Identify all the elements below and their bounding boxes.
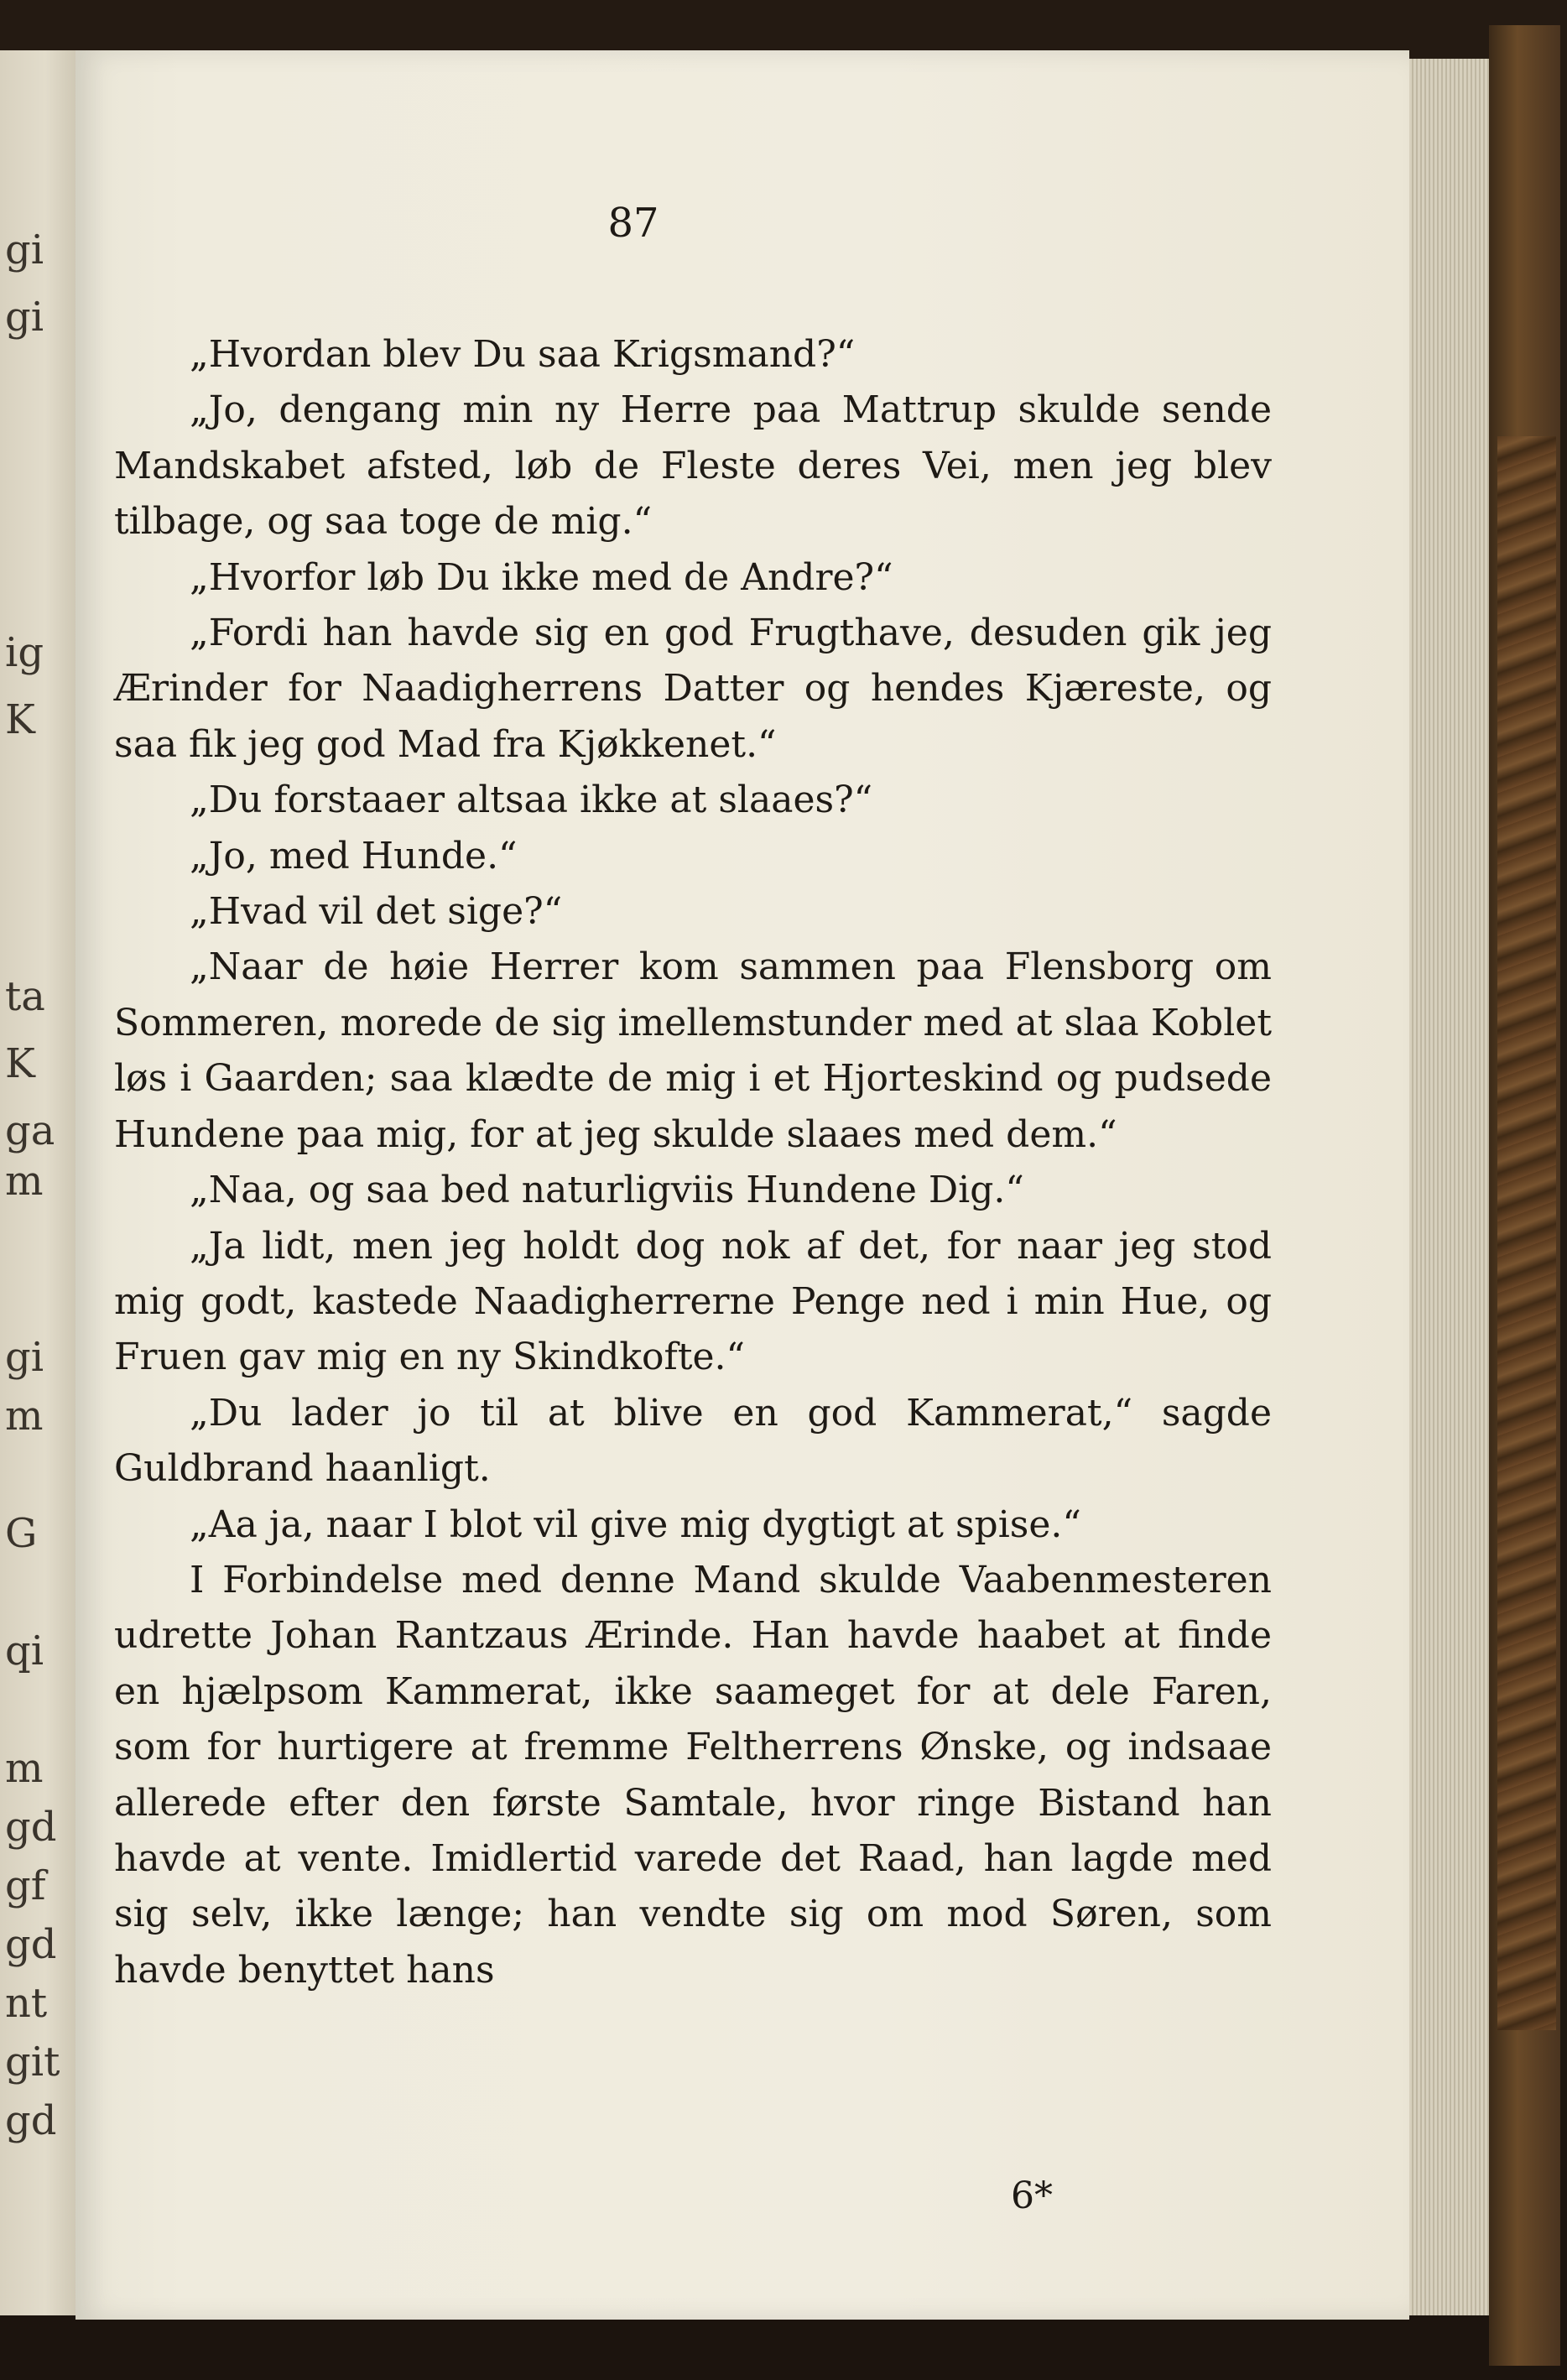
paragraph: „Du lader jo til at blive en god Kammerat,“ sagde Guldbrand haanligt. (114, 1391, 1272, 1491)
previous-page-fragment: qi (5, 1627, 44, 1674)
previous-page-fragment: G (5, 1510, 38, 1557)
paragraph: „Hvordan blev Du saa Krigsmand?“ (190, 333, 856, 376)
previous-page-fragment: ig (5, 629, 44, 676)
page-number: 87 (607, 200, 659, 247)
previous-page-fragment: nt (5, 1980, 48, 2027)
paragraph: I Forbindelse med denne Mand skulde Vaabenmesteren udrette Johan Rantzaus Ærinde. Han havde haabet at finde en hjælpsom Kammerat, ikke saameget for at dele Faren, som for hurtigere at fremme Feltherrens Ønske, og indsaae allerede efter den første Samtale, hvor ringe Bistand han havde at vente. Imidlertid varede det Raad, han lagde med sig selv, ikke længe; han vendte sig om mod Søren, som havde benyttet hans (114, 1558, 1272, 1992)
previous-page-fragment: gi (5, 294, 44, 341)
paragraph: „Naa, og saa bed naturligviis Hundene Dig.“ (190, 1169, 1024, 1212)
previous-page-fragment: gf (5, 1862, 46, 1909)
signature-mark: 6* (1011, 2174, 1053, 2217)
page-text (114, 327, 1272, 1998)
previous-page-fragment: gd (5, 1921, 57, 1968)
previous-page-fragment: gd (5, 2097, 57, 2144)
paragraph: „Du forstaaer altsaa ikke at slaaes?“ (190, 779, 873, 822)
marbled-cover-paper (1497, 436, 1556, 2030)
previous-page-fragment: K (5, 1040, 35, 1087)
previous-page-fragment: gi (5, 227, 44, 273)
previous-page-fragment: git (5, 2039, 60, 2086)
previous-page-fragment: ta (5, 973, 45, 1020)
previous-page-fragment: m (5, 1158, 44, 1205)
previous-page-fragment: m (5, 1393, 44, 1440)
paragraph: „Ja lidt, men jeg holdt dog nok af det, for naar jeg stod mig godt, kastede Naadigherrerne Penge ned i min Hue, og Fruen gav mig en ny Skindkofte.“ (114, 1224, 1272, 1379)
previous-page-edge (0, 50, 75, 2315)
paragraph: „Aa ja, naar I blot vil give mig dygtigt at spise.“ (190, 1502, 1081, 1546)
paragraph: „Jo, med Hunde.“ (190, 834, 518, 878)
page-edges (1409, 59, 1489, 2315)
paragraph: „Naar de høie Herrer kom sammen paa Flensborg om Sommeren, morede de sig imellemstunder med at slaa Koblet løs i Gaarden; saa klædte de mig i et Hjorteskind og pudsede Hundene paa mig, for at jeg skulde slaaes med dem.“ (114, 945, 1272, 1156)
previous-page-fragment: gd (5, 1804, 57, 1851)
previous-page-fragment: ga (5, 1107, 55, 1154)
paragraph: „Jo, dengang min ny Herre paa Mattrup skulde sende Mandskabet afsted, løb de Fleste deres Vei, men jeg blev tilbage, og saa toge de mig.“ (114, 388, 1272, 544)
paragraph: „Hvad vil det sige?“ (190, 890, 563, 934)
paragraph: „Fordi han havde sig en god Frugthave, desuden gik jeg Ærinder for Naadigherrens Datter og hendes Kjæreste, og saa fik jeg god Mad fra Kjøkkenet.“ (114, 612, 1272, 766)
previous-page-fragment: K (5, 696, 35, 743)
paragraph: „Hvorfor løb Du ikke med de Andre?“ (190, 555, 893, 599)
previous-page-fragment: m (5, 1745, 44, 1792)
book-page (75, 50, 1409, 2320)
previous-page-fragment: gi (5, 1334, 44, 1381)
